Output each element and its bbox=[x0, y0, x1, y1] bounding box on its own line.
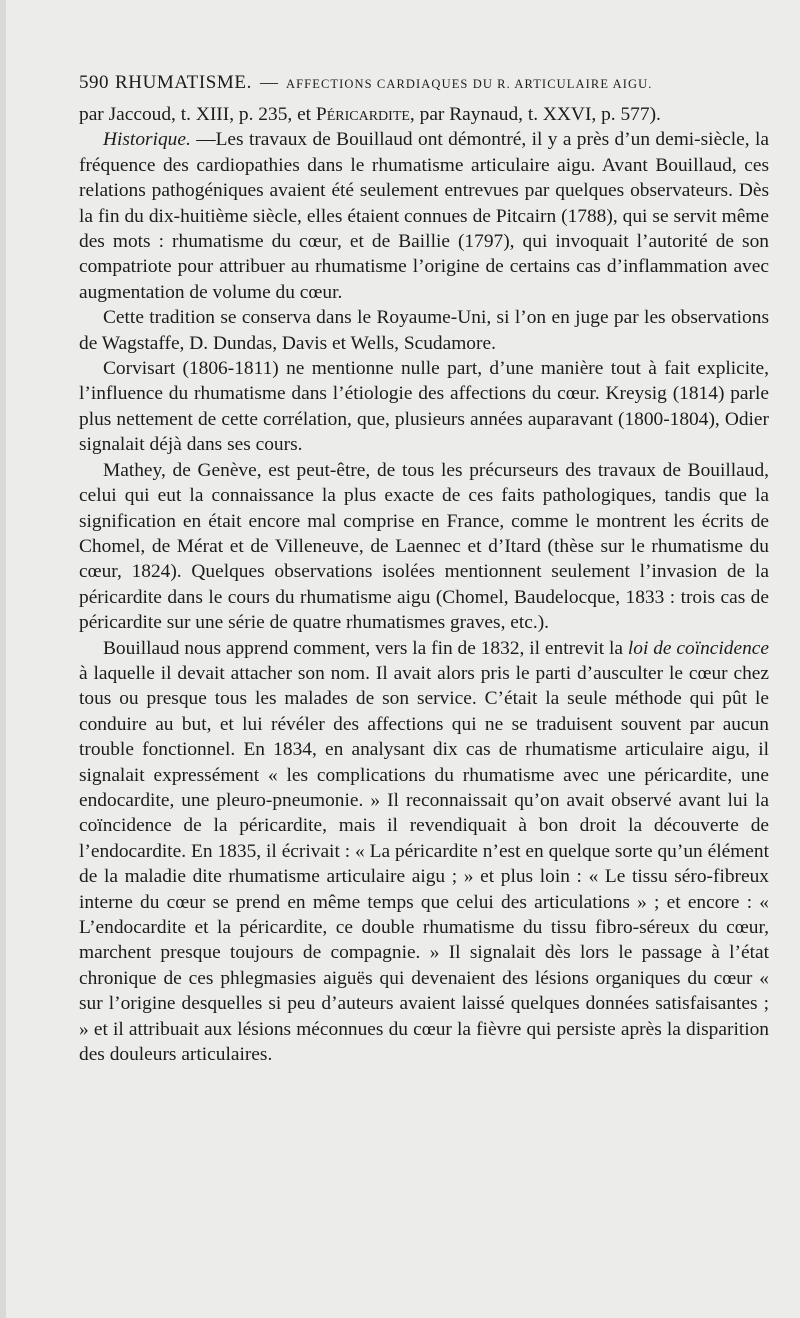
text-run: —Les travaux de Bouillaud ont démontré, il y a près d’un demi-siècle, la fréquence des cardiopathies dans le rhumatisme articulaire aigu. Avant Bouillaud, ces relations pathogéniques avaient été seulement entrevues par quelques observateurs. Dès la fin du dix-huitième siècle, elles étaient connues de Pitcairn (1788), qui se servit même des mots : rhumatisme du cœur, et de Baillie (1797), qui invoquait l’autorité de son compatriote pour attribuer au rhumatisme l’origine de certains cas d’inflammation avec augmentation de volume du cœur. bbox=[79, 129, 769, 303]
text-run: Corvisart (1806-1811) ne mentionne nulle part, d’une manière tout à fait explicite, l’influence du rhumatisme dans l’étiologie des affections du cœur. Kreysig (1814) parle plus nettement de cette corrélation, que, plusieurs années auparavant (1800-1804), Odier signalait déjà dans ses cours. bbox=[79, 358, 769, 456]
header-subtitle: AFFECTIONS CARDIAQUES DU R. ARTICULAIRE AIGU. bbox=[285, 77, 653, 91]
text-run: Péricardite bbox=[315, 104, 410, 125]
text-run: Historique. bbox=[103, 129, 191, 151]
text-run: Cette tradition se conserva dans le Royaume-Uni, si l’on en juge par les observations de Wagstaffe, D. Dundas, Davis et Wells, Scudamore. bbox=[79, 307, 769, 354]
text-run: par Jaccoud, t. XIII, p. 235, et bbox=[79, 104, 316, 125]
paragraph bbox=[79, 458, 769, 636]
paragraph bbox=[79, 127, 769, 305]
text-run: loi de coïncidence bbox=[627, 637, 769, 659]
paragraph bbox=[79, 356, 769, 458]
page-edge bbox=[0, 0, 6, 1318]
paragraph bbox=[79, 636, 769, 1068]
header-dash: — bbox=[259, 72, 278, 92]
paragraph bbox=[79, 102, 769, 127]
running-header bbox=[79, 72, 769, 102]
page-number: 590 bbox=[79, 72, 109, 93]
body-text bbox=[79, 102, 769, 1067]
paragraph bbox=[79, 305, 769, 356]
text-run: , par Raynaud, t. XXVI, p. 577). bbox=[409, 104, 661, 125]
header-title: RHUMATISME. bbox=[115, 72, 252, 93]
text-run: à laquelle il devait attacher son nom. Il avait alors pris le parti d’ausculter le cœur chez tous ou presque tous les malades de son service. C’était la seule méthode qui pût le conduire au but, et lui révéler des affections qui ne se traduisent souvent par aucun trouble fonctionnel. En 1834, en analysant dix cas de rhumatisme articulaire aigu, il signalait expressément « les complications du rhumatisme avec une péricardite, une endocardite, une pleuro-pneumonie. » Il reconnaissait qu’on avait observé avant lui la coïncidence de la péricardite, mais il revendiquait à bon droit la découverte de l’endocardite. En 1835, il écrivait : « La péricardite n’est en quelque sorte qu’un élément de la maladie dite rhumatisme articulaire aigu ; » et plus loin : « Le tissu séro-fibreux interne du cœur se prend en même temps que celui des articulations » ; et encore : « L’endocardite et la péricardite, ce double rhumatisme du tissu fibro-séreux du cœur, marchent presque toujours de compagnie. » Il signalait dès lors le passage à l’état chronique de ces phlegmasies aiguës qui devenaient des lésions organiques du cœur « sur l’origine desquelles si peu d’auteurs avaient laissé quelques données satisfaisantes ; » et il attribuait aux lésions méconnues du cœur la fièvre qui persiste après la disparition des douleurs articulaires. bbox=[79, 662, 769, 1066]
text-run: Mathey, de Genève, est peut-être, de tous les précurseurs des travaux de Bouillaud, celui qui eut la connaissance la plus exacte de ces faits pathologiques, tandis que la signification en était encore mal comprise en France, comme le montrent les écrits de Chomel, de Mérat et de Villeneuve, de Laennec et d’Itard (thèse sur le rhumatisme du cœur, 1824). Quelques observations isolées mentionnent seulement l’invasion de la péricardite dans le cours du rhumatisme aigu (Chomel, Baudelocque, 1833 : trois cas de péricardite sur une série de quatre rhumatismes graves, etc.). bbox=[79, 459, 769, 634]
text-run: Bouillaud nous apprend comment, vers la fin de 1832, il entrevit la bbox=[103, 637, 628, 659]
